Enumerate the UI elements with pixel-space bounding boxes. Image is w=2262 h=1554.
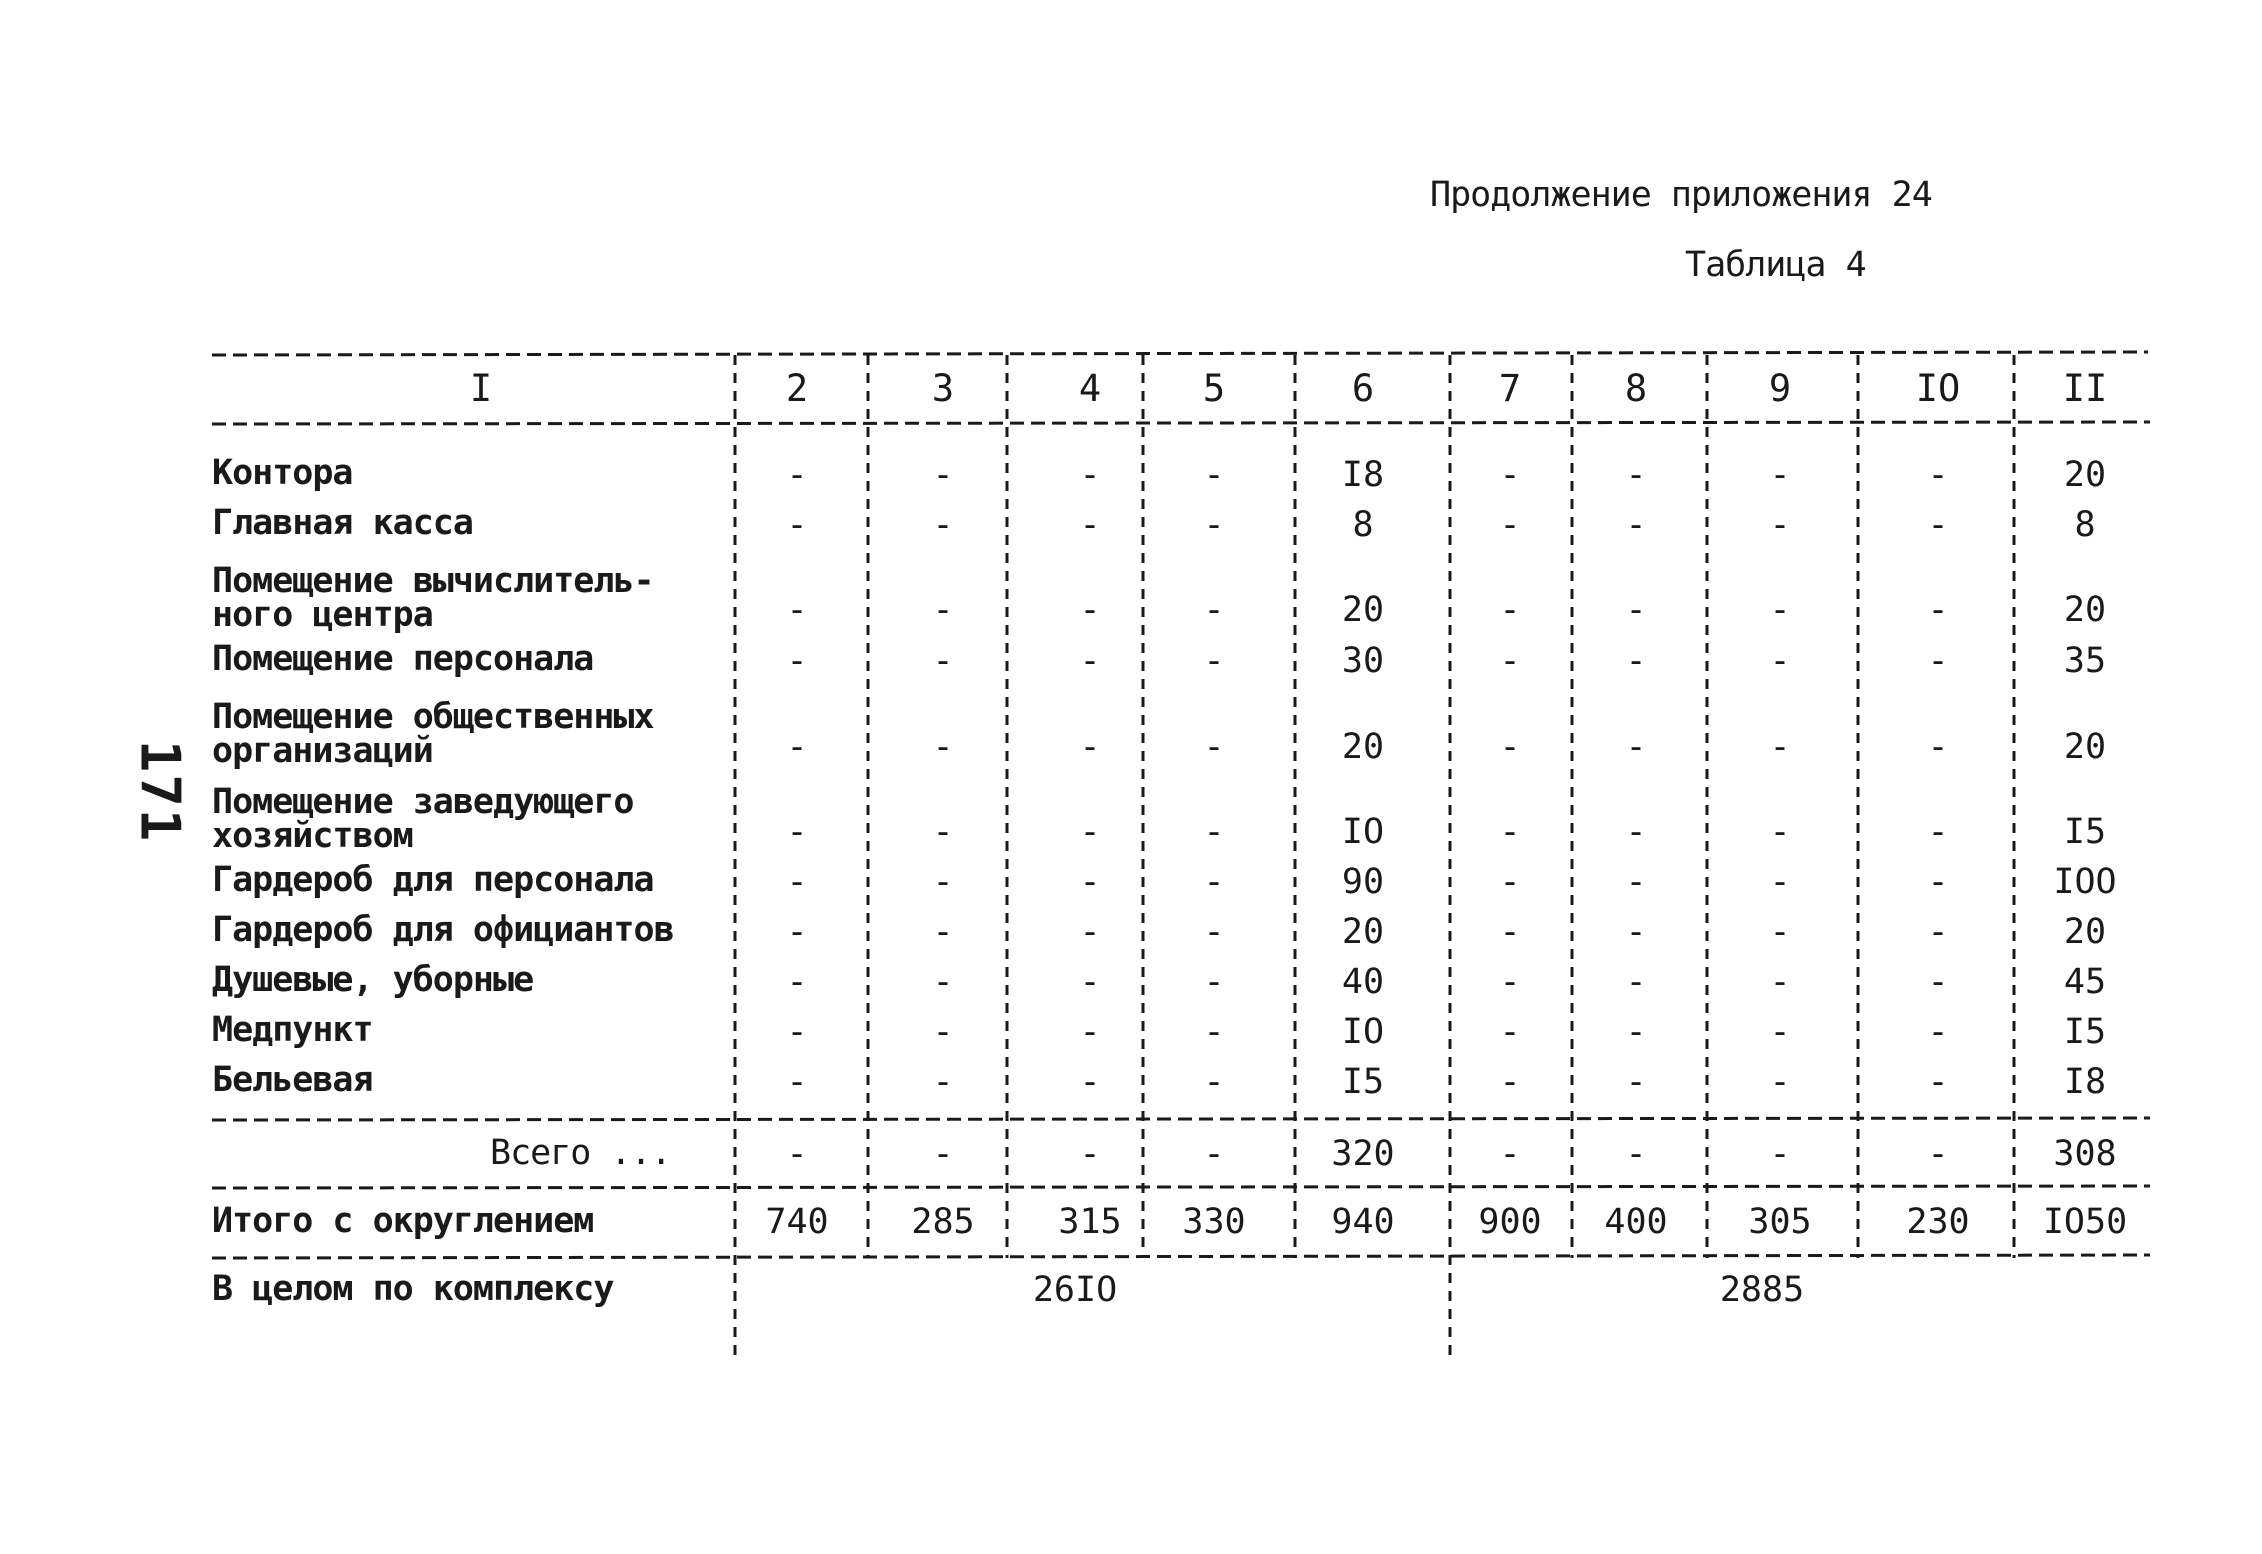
table-cell: -: [932, 590, 954, 630]
table-cell: -: [1769, 641, 1791, 681]
rounded-cell: 740: [765, 1202, 829, 1242]
table-cell: -: [1499, 590, 1521, 630]
table-cell: -: [1203, 912, 1225, 952]
table-cell: -: [786, 812, 808, 852]
table-cell: -: [1769, 962, 1791, 1002]
table-cell: -: [1499, 962, 1521, 1002]
rounded-cell: 230: [1906, 1202, 1970, 1242]
table-cell: I5: [2063, 812, 2107, 852]
row-label: Главная касса: [212, 503, 473, 543]
table-cell: -: [1499, 1012, 1521, 1052]
row-label: Контора: [212, 453, 353, 493]
table-cell: 45: [2063, 962, 2107, 1002]
row-label: Помещение вычислитель- ного центра: [212, 561, 654, 635]
table-cell: 20: [1341, 727, 1385, 767]
table-cell: IOO: [2053, 862, 2117, 902]
table-cell: -: [1203, 505, 1225, 545]
table-cell: -: [932, 641, 954, 681]
table-cell: 35: [2063, 641, 2107, 681]
table-cell: -: [786, 641, 808, 681]
table-cell: -: [1203, 1062, 1225, 1102]
table-cell: -: [1769, 1062, 1791, 1102]
row-label: Гардероб для персонала: [212, 860, 654, 900]
table-cell: -: [1499, 455, 1521, 495]
complex-value-a: 26IO: [1032, 1270, 1118, 1310]
table-cell: -: [1927, 962, 1949, 1002]
table-cell: I8: [1341, 455, 1385, 495]
column-header-3: 3: [931, 367, 955, 410]
table-cell: -: [1499, 641, 1521, 681]
table-cell: -: [1625, 641, 1647, 681]
rounded-cell: 400: [1604, 1202, 1668, 1242]
table-cell: -: [786, 1012, 808, 1052]
table-cell: -: [1769, 862, 1791, 902]
table-cell: -: [1927, 1062, 1949, 1102]
table-cell: -: [1499, 812, 1521, 852]
table-cell: 20: [2063, 455, 2107, 495]
table-cell: -: [1079, 1012, 1101, 1052]
table-cell: 30: [1341, 641, 1385, 681]
table-cell: IO: [1341, 1012, 1385, 1052]
table-cell: -: [786, 912, 808, 952]
table-cell: -: [932, 912, 954, 952]
table-cell: -: [1625, 727, 1647, 767]
table-cell: -: [1625, 455, 1647, 495]
total-cell: -: [1769, 1134, 1791, 1174]
table-cell: -: [1625, 590, 1647, 630]
column-header-11: II: [2062, 367, 2108, 410]
table-cell: -: [1927, 590, 1949, 630]
table-cell: 20: [2063, 590, 2107, 630]
table-cell: -: [1499, 912, 1521, 952]
total-cell: -: [1203, 1134, 1225, 1174]
total-cell: -: [1499, 1134, 1521, 1174]
table-cell: -: [1079, 812, 1101, 852]
table-cell: -: [1079, 641, 1101, 681]
table-cell: 90: [1341, 862, 1385, 902]
table-cell: -: [1079, 590, 1101, 630]
table-cell: -: [1203, 590, 1225, 630]
row-label: Душевые, уборные: [212, 960, 534, 1000]
table-cell: -: [1927, 862, 1949, 902]
table-cell: -: [1499, 505, 1521, 545]
table-cell: -: [1499, 727, 1521, 767]
table-cell: -: [1625, 812, 1647, 852]
row-label: Медпункт: [212, 1010, 373, 1050]
table-cell: -: [1769, 1012, 1791, 1052]
table-cell: -: [1079, 862, 1101, 902]
table-cell: -: [786, 962, 808, 1002]
table-cell: -: [1769, 912, 1791, 952]
total-cell: -: [1625, 1134, 1647, 1174]
rounded-label: Итого с округлением: [212, 1201, 594, 1241]
table-cell: -: [1203, 862, 1225, 902]
table-cell: -: [1203, 962, 1225, 1002]
table-cell: -: [1625, 962, 1647, 1002]
table-cell: -: [1499, 1062, 1521, 1102]
table-cell: 20: [2063, 912, 2107, 952]
table-cell: I5: [1341, 1062, 1385, 1102]
table-cell: -: [932, 455, 954, 495]
table-cell: -: [932, 727, 954, 767]
table-cell: -: [1769, 505, 1791, 545]
table-cell: -: [1079, 912, 1101, 952]
table-cell: -: [786, 505, 808, 545]
column-header-8: 8: [1624, 367, 1648, 410]
table-cell: -: [1203, 455, 1225, 495]
row-label: Помещение общественных организаций: [212, 697, 654, 771]
total-cell: -: [1079, 1134, 1101, 1174]
table-cell: -: [1769, 590, 1791, 630]
table-cell: -: [1769, 812, 1791, 852]
table-cell: 20: [2063, 727, 2107, 767]
table-cell: -: [1927, 812, 1949, 852]
column-header-7: 7: [1498, 367, 1522, 410]
table-cell: 8: [1352, 505, 1374, 545]
rounded-cell: 305: [1748, 1202, 1812, 1242]
rounded-cell: 330: [1182, 1202, 1246, 1242]
table-cell: -: [1927, 505, 1949, 545]
table-cell: 8: [2074, 505, 2096, 545]
total-cell: -: [1927, 1134, 1949, 1174]
row-label: Помещение заведующего хозяйством: [212, 782, 634, 856]
table-cell: 40: [1341, 962, 1385, 1002]
rounded-cell: IO50: [2042, 1202, 2128, 1242]
table-cell: -: [1625, 862, 1647, 902]
table-cell: -: [1927, 727, 1949, 767]
table-cell: -: [786, 455, 808, 495]
table-cell: -: [1625, 1012, 1647, 1052]
table-cell: -: [1625, 505, 1647, 545]
table-cell: -: [1769, 727, 1791, 767]
table-cell: 20: [1341, 590, 1385, 630]
complex-value-b: 2885: [1719, 1270, 1805, 1310]
table-cell: 20: [1341, 912, 1385, 952]
table-cell: -: [1927, 1012, 1949, 1052]
rounded-cell: 285: [911, 1202, 975, 1242]
table-cell: I5: [2063, 1012, 2107, 1052]
table-cell: I8: [2063, 1062, 2107, 1102]
rounded-cell: 315: [1058, 1202, 1122, 1242]
column-header-1: I: [469, 367, 493, 410]
table-cell: -: [932, 1012, 954, 1052]
column-header-5: 5: [1202, 367, 1226, 410]
complex-label: В целом по комплексу: [212, 1269, 614, 1309]
total-cell: 320: [1331, 1134, 1395, 1174]
row-label: Помещение персонала: [212, 639, 594, 679]
table-cell: -: [1203, 641, 1225, 681]
table-cell: -: [1203, 727, 1225, 767]
total-cell: -: [786, 1134, 808, 1174]
continuation-heading: Продолжение приложения 24: [1430, 175, 1932, 215]
table-cell: -: [786, 590, 808, 630]
table-cell: -: [1203, 1012, 1225, 1052]
table-cell: -: [932, 505, 954, 545]
table-cell: -: [786, 727, 808, 767]
table-cell: IO: [1341, 812, 1385, 852]
table-cell: -: [932, 812, 954, 852]
column-header-9: 9: [1768, 367, 1792, 410]
rounded-cell: 940: [1331, 1202, 1395, 1242]
total-label: Всего ...: [490, 1133, 671, 1173]
row-label: Гардероб для официантов: [212, 910, 674, 950]
table-cell: -: [1927, 641, 1949, 681]
table-cell: -: [1079, 1062, 1101, 1102]
table-cell: -: [1203, 812, 1225, 852]
table-cell: -: [786, 1062, 808, 1102]
total-cell: 308: [2053, 1134, 2117, 1174]
page-number: 171: [128, 739, 192, 844]
table-cell: -: [1079, 455, 1101, 495]
table-cell: -: [1927, 455, 1949, 495]
row-label: Бельевая: [212, 1060, 373, 1100]
table-cell: -: [1625, 1062, 1647, 1102]
table-cell: -: [932, 862, 954, 902]
rounded-cell: 900: [1478, 1202, 1542, 1242]
table-cell: -: [1079, 727, 1101, 767]
table-cell: -: [786, 862, 808, 902]
table-cell: -: [1769, 455, 1791, 495]
column-header-10: IO: [1915, 367, 1961, 410]
table-cell: -: [1079, 505, 1101, 545]
table-cell: -: [1499, 862, 1521, 902]
table-cell: -: [1079, 962, 1101, 1002]
table-cell: -: [1625, 912, 1647, 952]
table-title: Таблица 4: [1685, 245, 1866, 285]
total-cell: -: [932, 1134, 954, 1174]
table-cell: -: [1927, 912, 1949, 952]
column-header-4: 4: [1078, 367, 1102, 410]
column-header-2: 2: [785, 367, 809, 410]
table-cell: -: [932, 962, 954, 1002]
table-cell: -: [932, 1062, 954, 1102]
column-header-6: 6: [1351, 367, 1375, 410]
